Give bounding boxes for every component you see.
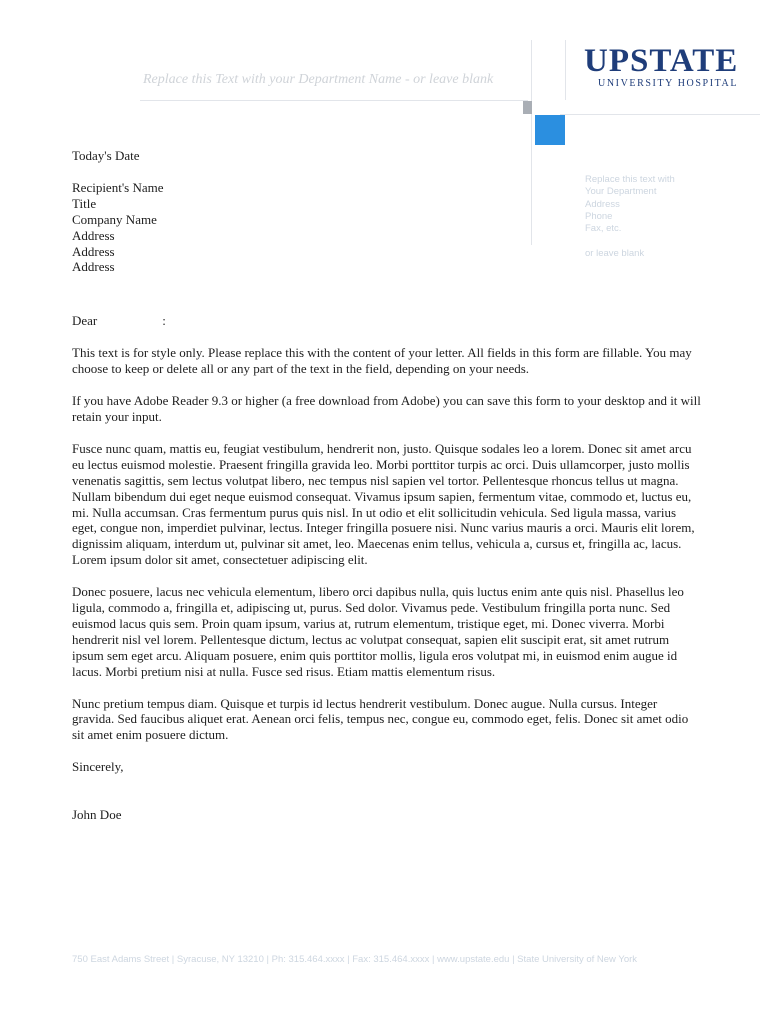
vertical-divider-short [565,40,566,100]
body-paragraph: Donec posuere, lacus nec vehicula elementum, libero orci dapibus nulla, quis luctus enim ante quis nisl. Phasellus leo ligula, commodo a, fringilla et, adipiscing ut, purus. Sed dolor. Vivamus pede. Vestibulum fringilla porta nunc. Sed euismod lacus quis sem. Proin quam ipsum, varius at, rutrum elementum, tristique eget, mi. Donec viverra. Morbi hendrerit nisl vel lorem. Pellentesque dictum, lectus ac volutpat consequat, sapien elit suscipit erat, sit amet rutrum ipsum sem eget arcu. Aliquam posuere, enim quis porttitor mollis, ligula eros volutpat mi, in euismod enim augue id lacus. Morbi pretium nisi at nulla. Fusce sed risus. Etiam mattis elementum risus. [72,584,684,679]
body-paragraph: This text is for style only. Please replace this with the content of your letter. All fields in this form are fillable. You may choose to keep or delete all or any part of the text in the field, depending on your needs. [72,345,692,377]
recipient-title: Title [72,195,97,211]
body-paragraph: Nunc pretium tempus diam. Quisque et turpis id lectus hendrerit vestibulum. Donec augue. Nulla cursus. Integer gravida. Sed faucibus aliquet erat. Aenean orci felis, tempus nec, congue eu, commodo eget, felis. Donec sit amet odio sit amet enim posuere dictum. [72,695,689,743]
recipient-name: Recipient's Name [72,179,164,195]
sidebar-line: Phone [585,210,613,222]
letter-content-field[interactable] [72,345,702,743]
sidebar-line: Your Department [585,186,657,198]
gray-accent-square [523,101,532,114]
closing-field[interactable]: Sincerely, [72,759,124,775]
logo-wordmark: UPSTATE [584,43,739,79]
salutation-field[interactable]: Dear : [72,313,166,329]
sidebar-line: Address [585,198,620,210]
body-paragraph: If you have Adobe Reader 9.3 or higher (a free download from Adobe) you can save this form to your desktop and it will retain your input. [72,393,701,424]
footer-address: 750 East Adams Street | Syracuse, NY 13210 | Ph: 315.464.xxxx | Fax: 315.464.xxxx | www.upstate.edu | State University of New York [72,954,638,965]
logo-subtitle: UNIVERSITY HOSPITAL [598,78,739,89]
recipient-address-line: Address [72,243,115,259]
header-divider-right [560,114,760,115]
recipient-address-line: Address [72,227,115,243]
sidebar-alt-line: or leave blank [585,248,645,260]
recipient-company: Company Name [72,211,157,227]
blue-accent-square [535,115,565,145]
letter-body [72,148,702,823]
recipient-address-line: Address [72,259,115,275]
recipient-address-field[interactable] [72,180,702,275]
date-field[interactable]: Today's Date [72,148,140,163]
upstate-logo [584,43,739,90]
department-name-field[interactable]: Replace this Text with your Department Name - or leave blank [143,72,494,87]
sidebar-line: Fax, etc. [585,223,622,235]
body-paragraph: Fusce nunc quam, mattis eu, feugiat vestibulum, hendrerit non, justo. Quisque sodales leo a lorem. Donec sit amet arcu eu lectus euismod molestie. Praesent fringilla gravida leo. Morbi porttitor turpis ac orci. Duis ullamcorper, justo mollis venenatis sagittis, sem lectus volutpat libero, nec tempus nisl sapien vel tortor. Pellentesque rhoncus tellus ut magna. Nullam bibendum dui eget neque euismod consequat. Vivamus ipsum sapien, fermentum vitae, commodo et, luctus eu, mi. Nulla accumsan. Cras fermentum purus quis nisl. In ut odio et elit sollicitudin vehicula. Sed ligula massa, varius eget, congue non, imperdiet pulvinar, lectus. Integer fringilla posuere nisi. Nunc varius mauris a orci. Mauris elit lorem, dignissim aliquam, interdum ut, pulvinar sit amet, leo. Maecenas enim tellus, vehicula a, cursus et, fringilla ac, lacus. Lorem ipsum dolor sit amet, consectetuer adipiscing elit. [72,440,695,568]
signature-name-field[interactable]: John Doe [72,807,122,823]
header-divider [140,100,528,101]
sidebar-line: Replace this text with [585,174,675,185]
